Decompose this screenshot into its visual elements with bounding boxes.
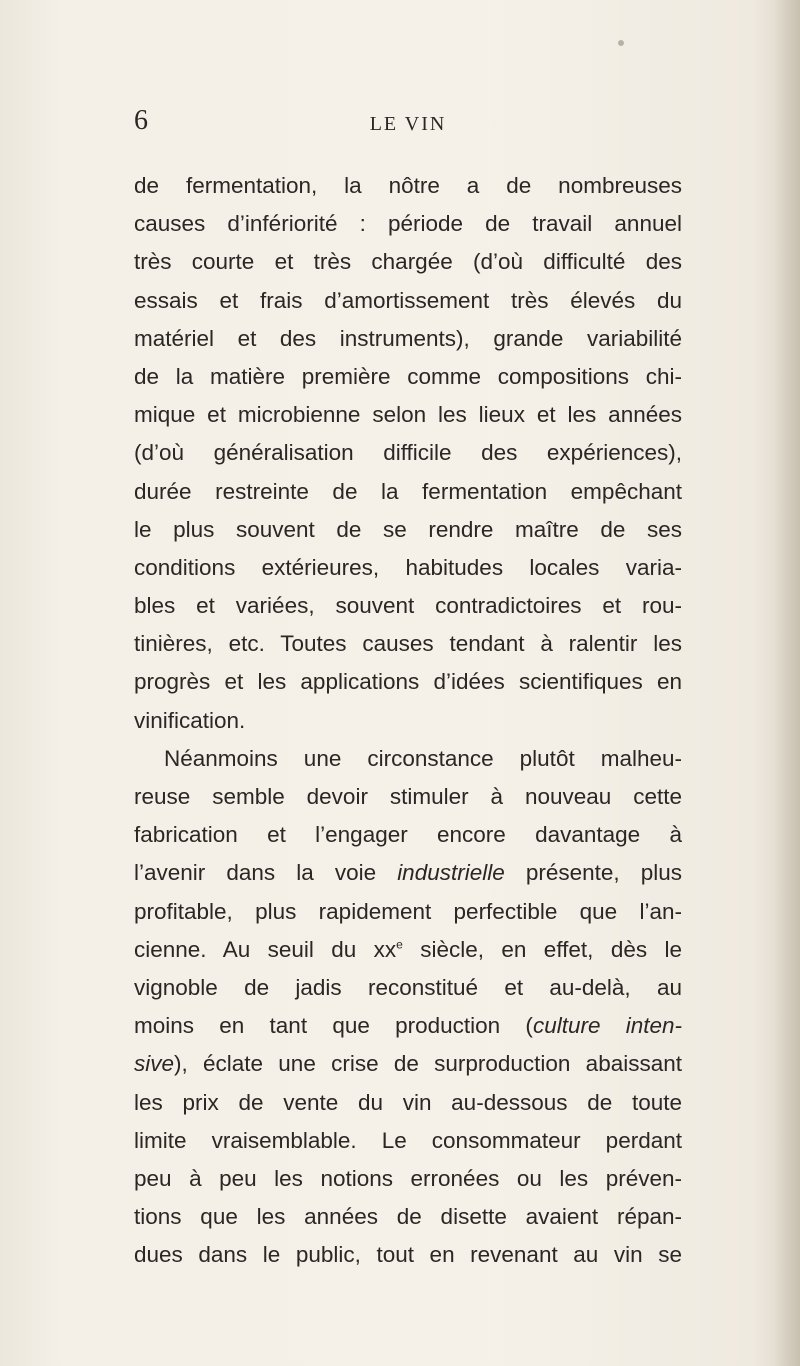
text-line: durée restreinte de la fermentation empêchant [134, 478, 682, 504]
text-line [134, 854, 682, 892]
text-segment: cienne. Au seuil du xx [134, 936, 397, 962]
ink-speck [618, 40, 624, 46]
text-line: fabrication et l’engager encore davantage à [134, 822, 682, 848]
text-segment: l’avenir dans la voie [134, 860, 398, 886]
body-text [134, 167, 682, 1274]
text-line: limite vraisemblable. Le consommateur perdant [134, 1127, 682, 1153]
page-edge-shadow [774, 0, 800, 1366]
page-number: 6 [134, 105, 148, 136]
text-line: profitable, plus rapidement perfectible que l’an- [134, 898, 682, 924]
text-line: peu à peu les notions erronées ou les préven- [134, 1165, 682, 1191]
text-line: de la matière première comme compositions chi- [134, 363, 682, 389]
text-line: tions que les années de disette avaient répan- [134, 1204, 682, 1230]
text-line-paragraph-end: vinification. [134, 707, 246, 733]
text-line: de fermentation, la nôtre a de nombreuses [134, 173, 682, 198]
text-line: bles et variées, souvent contradictoires et rou- [134, 593, 682, 619]
italic-term: sive [134, 1051, 175, 1077]
text-line: mique et microbienne selon les lieux et les années [134, 402, 682, 428]
text-line: tinières, etc. Toutes causes tendant à ralentir les [134, 631, 682, 657]
superscript: e [396, 937, 403, 952]
text-line: (d’où généralisation difficile des expériences), [134, 440, 682, 466]
italic-term: industrielle [397, 860, 505, 886]
text-line: causes d’infériorité : période de travail annuel [134, 211, 682, 237]
text-line [134, 931, 682, 969]
text-line: dues dans le public, tout en revenant au vin se [134, 1242, 682, 1268]
italic-term: culture inten- [532, 1013, 682, 1039]
text-line: reuse semble devoir stimuler à nouveau cette [134, 784, 682, 809]
text-line: très courte et très chargée (d’où difficulté des [134, 249, 682, 275]
text-line [134, 1007, 682, 1045]
text-segment: siècle, en effet, dès le [402, 936, 682, 962]
text-line: matériel et des instruments), grande variabilité [134, 325, 682, 351]
text-segment: moins en tant que production ( [134, 1013, 533, 1039]
text-line: les prix de vente du vin au-dessous de toute [134, 1089, 682, 1115]
running-title: LE VIN [369, 113, 447, 135]
text-line: le plus souvent de se rendre maître de ses [134, 516, 682, 542]
page-header [134, 104, 682, 138]
text-line: progrès et les applications d’idées scientifiques en [134, 669, 682, 695]
text-segment: présente, plus [504, 860, 682, 886]
text-line [134, 1045, 682, 1083]
text-line: vignoble de jadis reconstitué et au-delà, au [134, 974, 682, 1000]
text-line-paragraph-start: Néanmoins une circonstance plutôt malheu- [164, 745, 682, 771]
text-line: conditions extérieures, habitudes locales varia- [134, 554, 682, 580]
text-line: essais et frais d’amortissement très élevés du [134, 287, 682, 313]
text-segment: ), éclate une crise de surproduction abaissant [174, 1051, 682, 1077]
